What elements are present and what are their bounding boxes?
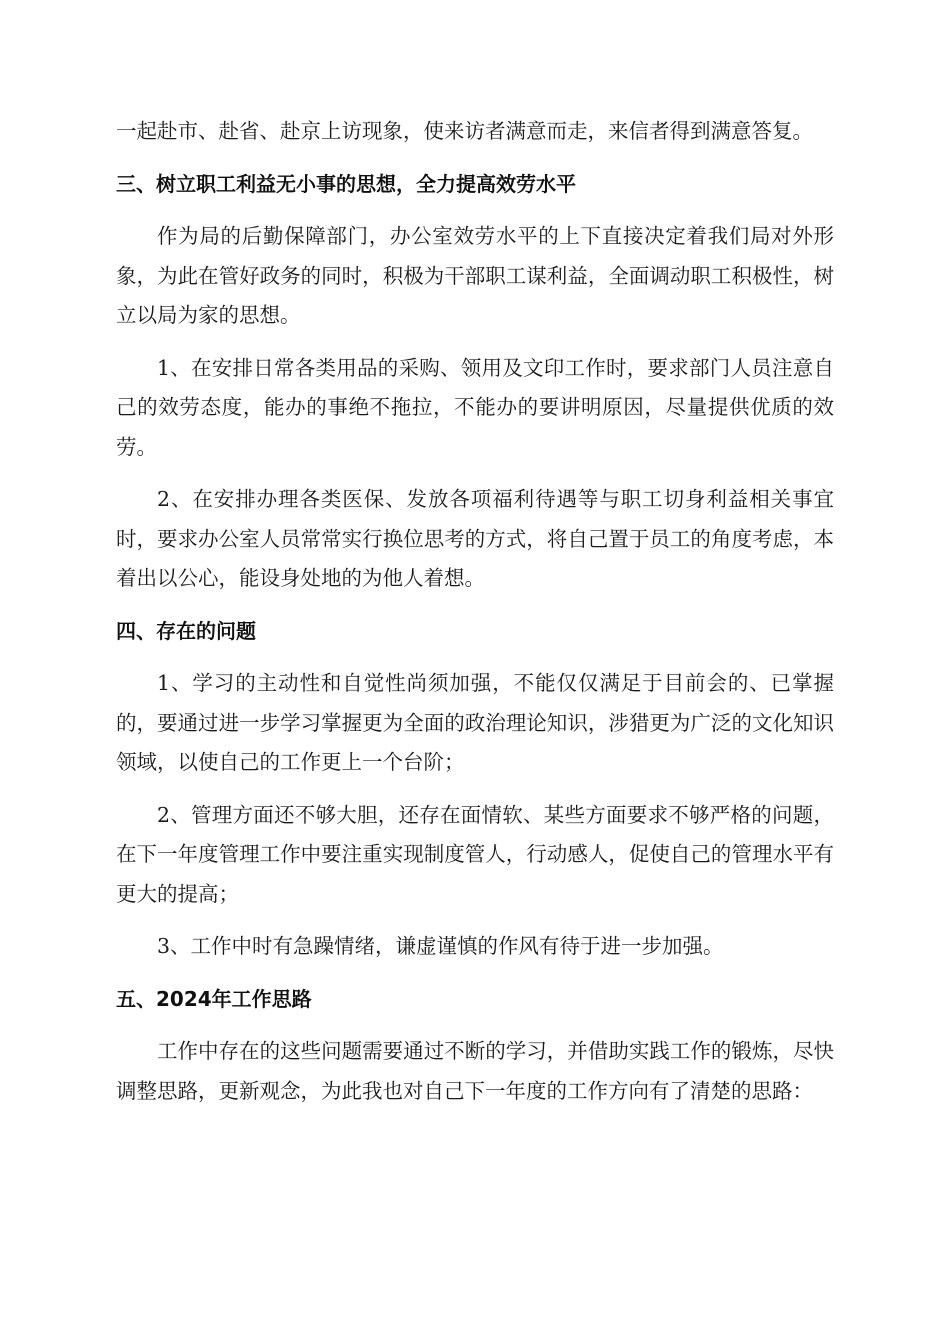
section-heading-5: 五、2024年工作思路 bbox=[116, 986, 312, 1011]
paragraph-continuation: 一起赴市、赴省、赴京上访现象，使来访者满意而走，来信者得到满意答复。 bbox=[116, 119, 813, 143]
paragraph-problem-1: 1、学习的主动性和自觉性尚须加强，不能仅仅满足于目前会的、已掌握的，要通过进一步学习掌握更为全面的政治理论知识，涉猎更为广泛的文化知识领域，以使自己的工作更上一个台阶； bbox=[116, 671, 834, 774]
paragraph-service-item-2: 2、在安排办理各类医保、发放各项福利待遇等与职工切身利益相关事宜时，要求办公室人员常常实行换位思考的方式，将自己置于员工的角度考虑，本着出以公心，能设身处地的为他人着想。 bbox=[116, 487, 834, 590]
paragraph-service-item-1: 1、在安排日常各类用品的采购、领用及文印工作时，要求部门人员注意自己的效劳态度，能办的事绝不拖拉，不能办的要讲明原因，尽量提供优质的效劳。 bbox=[116, 355, 834, 459]
document-body bbox=[116, 112, 834, 1124]
section-heading-3: 三、树立职工利益无小事的思想，全力提高效劳水平 bbox=[116, 171, 576, 196]
paragraph-work-plan: 工作中存在的这些问题需要通过不断的学习，并借助实践工作的锻炼，尽快调整思路，更新观念，为此我也对自己下一年度的工作方向有了清楚的思路： bbox=[116, 1039, 834, 1103]
paragraph-problem-2: 2、管理方面还不够大胆，还存在面情软、某些方面要求不够严格的问题，在下一年度管理工作中要注重实现制度管人，行动感人，促使自己的管理水平有更大的提高； bbox=[116, 802, 834, 906]
paragraph-service-intro: 作为局的后勤保障部门，办公室效劳水平的上下直接决定着我们局对外形象，为此在管好政务的同时，积极为干部职工谋利益，全面调动职工积极性，树立以局为家的思想。 bbox=[116, 224, 834, 327]
section-heading-4: 四、存在的问题 bbox=[116, 618, 256, 643]
paragraph-problem-3: 3、工作中时有急躁情绪，谦虚谨慎的作风有待于进一步加强。 bbox=[157, 934, 724, 958]
